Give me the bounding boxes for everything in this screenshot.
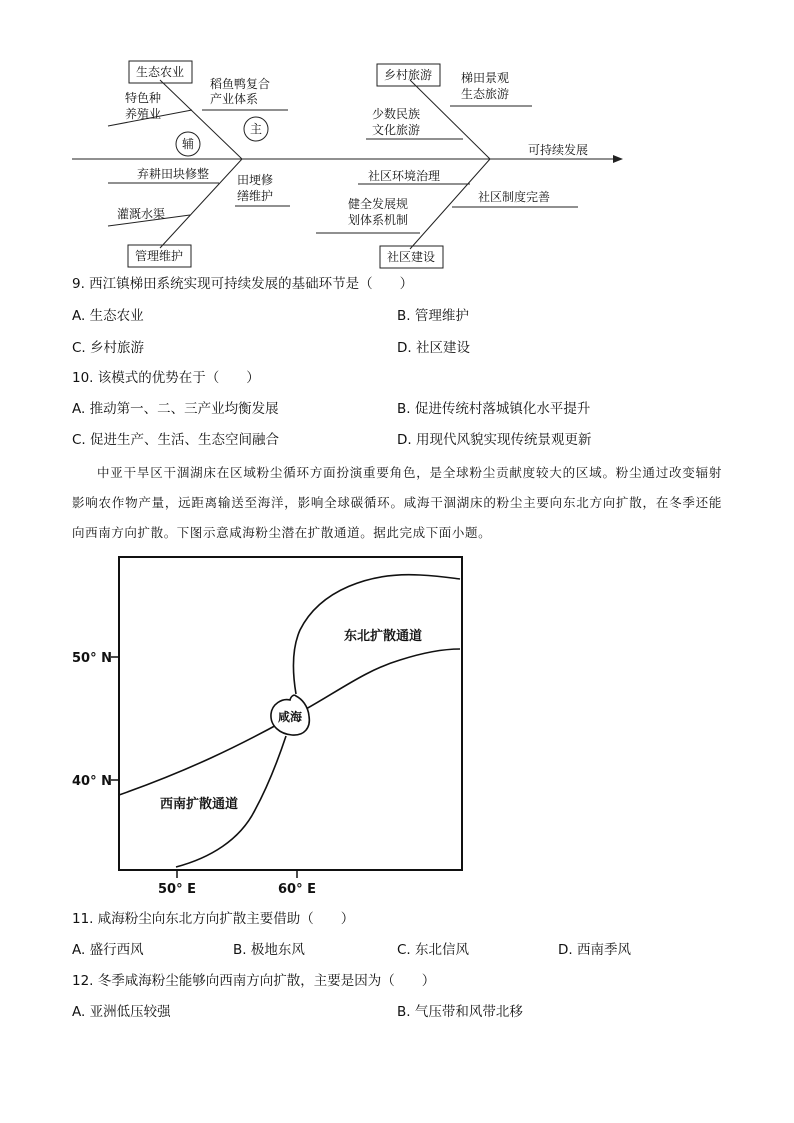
label-aux: 辅: [181, 137, 195, 151]
q9-option-a[interactable]: A. 生态农业: [72, 308, 144, 324]
label-community-sys: 社区制度完善: [478, 190, 551, 204]
label-northeast-channel: 东北扩散通道: [344, 629, 423, 644]
q10-option-c[interactable]: C. 促进生产、生活、生态空间融合: [72, 432, 280, 448]
label-abandoned: 弃耕田块修整: [137, 167, 210, 181]
label-rice-fish-duck: 稻鱼鸭复合: [210, 77, 271, 91]
q10-option-b[interactable]: B. 促进传统村落城镇化水平提升: [397, 401, 591, 417]
q12-option-b[interactable]: B. 气压带和风带北移: [397, 1004, 523, 1020]
question-10-stem: 10. 该模式的优势在于（ ）: [72, 370, 260, 386]
label-rice-fish-duck-2: 产业体系: [210, 92, 259, 106]
q11-option-d[interactable]: D. 西南季风: [558, 942, 631, 958]
q11-option-c[interactable]: C. 东北信风: [397, 942, 470, 958]
node-mgmt: 管理维护: [134, 249, 184, 263]
label-main: 主: [249, 122, 263, 136]
q9-option-b[interactable]: B. 管理维护: [397, 308, 469, 324]
lat-label-40: 40° N: [72, 774, 112, 789]
label-irrigation: 灌溉水渠: [117, 207, 166, 221]
label-special: 特色种: [125, 91, 162, 105]
fishbone-diagram: [0, 0, 794, 275]
node-eco-agri: 生态农业: [135, 65, 185, 79]
reading-passage: 中亚干旱区干涸湖床在区域粉尘循环方面扮演重要角色，是全球粉尘贡献度较大的区域。粉尘通过改变辐射影响农作物产量，远距离输送至海洋，影响全球碳循环。咸海干涸湖床的粉尘主要向东北方向扩散，在冬季还能向西南方向扩散。下图示意咸海粉尘潜在扩散通道。据此完成下面小题。: [72, 465, 722, 540]
label-develop-2: 划体系机制: [348, 213, 409, 227]
q10-option-d[interactable]: D. 用现代风貌实现传统景观更新: [397, 432, 592, 448]
q11-option-b[interactable]: B. 极地东风: [233, 942, 305, 958]
q9-option-c[interactable]: C. 乡村旅游: [72, 340, 145, 356]
question-11-stem: 11. 咸海粉尘向东北方向扩散主要借助（ ）: [72, 911, 355, 927]
q9-option-d[interactable]: D. 社区建设: [397, 340, 470, 356]
dust-channel-map: [0, 550, 794, 905]
lon-label-50: 50° E: [158, 882, 196, 897]
label-special-2: 养殖业: [125, 107, 162, 121]
question-12-stem: 12. 冬季咸海粉尘能够向西南方向扩散，主要是因为（ ）: [72, 973, 436, 989]
label-community-env: 社区环境治理: [368, 169, 441, 183]
label-southwest-channel: 西南扩散通道: [160, 797, 239, 812]
label-terrace-2: 生态旅游: [461, 87, 510, 101]
label-sustainable: 可持续发展: [528, 143, 589, 157]
lon-label-60: 60° E: [278, 882, 316, 897]
lat-label-50: 50° N: [72, 651, 112, 666]
node-rural-tourism: 乡村旅游: [383, 68, 433, 82]
label-develop: 健全发展规: [348, 197, 409, 211]
label-aral-sea: 咸海: [277, 710, 303, 724]
q10-option-a[interactable]: A. 推动第一、二、三产业均衡发展: [72, 401, 279, 417]
q11-option-a[interactable]: A. 盛行西风: [72, 942, 144, 958]
label-ridge-2: 缮维护: [237, 189, 274, 203]
label-minority: 少数民族: [372, 107, 421, 121]
question-9-stem: 9. 西江镇梯田系统实现可持续发展的基础环节是（ ）: [72, 276, 414, 292]
label-minority-2: 文化旅游: [372, 123, 421, 137]
label-terrace: 梯田景观: [461, 71, 510, 85]
node-community: 社区建设: [386, 250, 436, 264]
q12-option-a[interactable]: A. 亚洲低压较强: [72, 1004, 171, 1020]
label-ridge: 田埂修: [237, 173, 274, 187]
